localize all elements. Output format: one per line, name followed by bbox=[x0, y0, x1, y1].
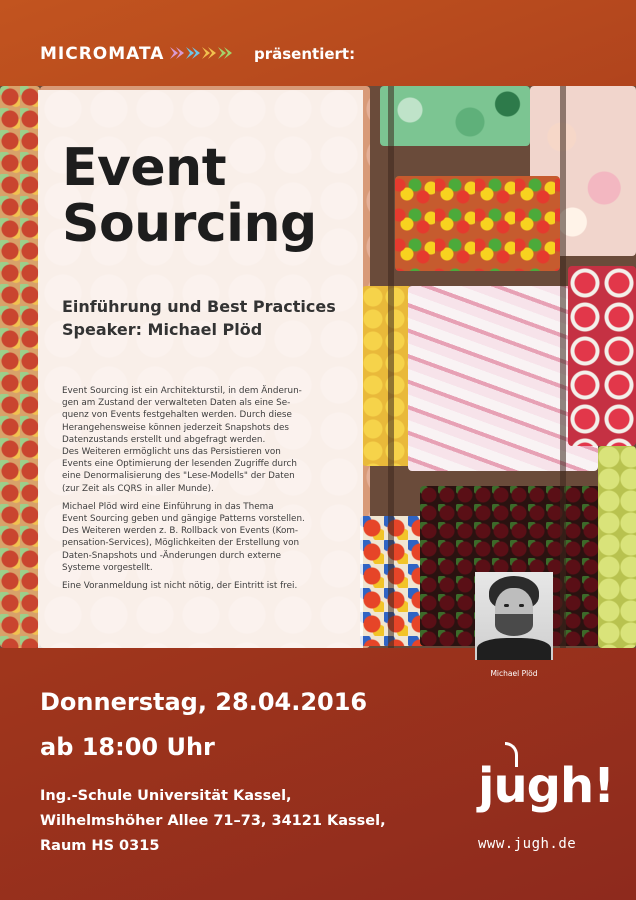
poster-header bbox=[0, 0, 636, 86]
description-line: (zur Zeit als CQRS in aller Munde). bbox=[62, 483, 214, 494]
event-location bbox=[40, 784, 386, 859]
description-line: Systeme vorgestellt. bbox=[62, 562, 153, 573]
candy-bin bbox=[568, 266, 636, 446]
description-paragraph bbox=[62, 385, 362, 495]
description-line: Daten-Snapshots und -Änderungen durch externe bbox=[62, 550, 282, 561]
micromata-logo: MICROMATA bbox=[40, 44, 165, 64]
candy-bin bbox=[395, 176, 560, 271]
description-line: Des Weiteren ermöglicht uns das Persistieren von bbox=[62, 447, 281, 458]
description-line: Des Weiteren werden z. B. Rollback von Events (Kom- bbox=[62, 526, 299, 537]
speaker-line: Speaker: Michael Plöd bbox=[62, 320, 263, 339]
description-line: gen am Zustand der verwalteten Daten als eine Se- bbox=[62, 398, 291, 409]
bin-divider bbox=[388, 86, 394, 648]
location-line: Ing.-Schule Universität Kassel, bbox=[40, 788, 292, 804]
description-line: Datenzustands erstellt und abgefragt werden. bbox=[62, 434, 266, 445]
event-subtitle bbox=[62, 295, 336, 341]
micromata-arrows-icon bbox=[170, 45, 232, 61]
description-line: Michael Plöd wird eine Einführung in das Thema bbox=[62, 501, 274, 512]
location-line: Raum HS 0315 bbox=[40, 838, 160, 854]
location-line: Wilhelmshöher Allee 71–73, 34121 Kassel, bbox=[40, 813, 386, 829]
speaker-shirt bbox=[477, 638, 551, 660]
event-time: ab 18:00 Uhr bbox=[40, 733, 215, 761]
description-line: pensation-Services), Möglichkeiten der Erstellung von bbox=[62, 538, 300, 549]
candy-bin bbox=[0, 86, 40, 648]
candy-bin bbox=[380, 86, 530, 146]
description-line: Events eine Optimierung der lesenden Zugriffe durch bbox=[62, 459, 297, 470]
description-line: Event Sourcing ist ein Architekturstil, in dem Änderun- bbox=[62, 386, 302, 396]
bin-divider bbox=[560, 86, 566, 648]
speaker-photo bbox=[475, 572, 553, 660]
speaker-eye bbox=[504, 604, 509, 607]
event-date: Donnerstag, 28.04.2016 bbox=[40, 688, 368, 716]
title-line: Sourcing bbox=[62, 194, 317, 254]
description-line: Herangehensweise können jederzeit Snapshots des bbox=[62, 422, 289, 433]
description-line: eine Denormalisierung des "Lese-Modells" der Daten bbox=[62, 471, 295, 482]
jugh-logo: jugh! bbox=[478, 758, 615, 814]
speaker-eye bbox=[519, 604, 524, 607]
event-title bbox=[62, 140, 317, 252]
candy-bin bbox=[598, 446, 636, 648]
title-line: Event bbox=[62, 138, 227, 198]
presents-label: präsentiert: bbox=[254, 45, 356, 63]
subtitle-line: Einführung und Best Practices bbox=[62, 297, 336, 316]
description-line: Event Sourcing geben und gängige Patterns vorstellen. bbox=[62, 514, 305, 525]
jugh-website-link[interactable]: www.jugh.de bbox=[478, 836, 577, 852]
description-paragraph bbox=[62, 501, 362, 574]
candy-bin bbox=[362, 286, 412, 466]
registration-note: Eine Voranmeldung ist nicht nötig, der Eintritt ist frei. bbox=[62, 581, 298, 592]
event-description bbox=[62, 385, 362, 598]
speaker-beard bbox=[495, 614, 533, 636]
description-paragraph bbox=[62, 580, 362, 592]
speaker-caption: Michael Plöd bbox=[490, 669, 538, 678]
description-line: quenz von Events festgehalten werden. Durch diese bbox=[62, 410, 292, 421]
